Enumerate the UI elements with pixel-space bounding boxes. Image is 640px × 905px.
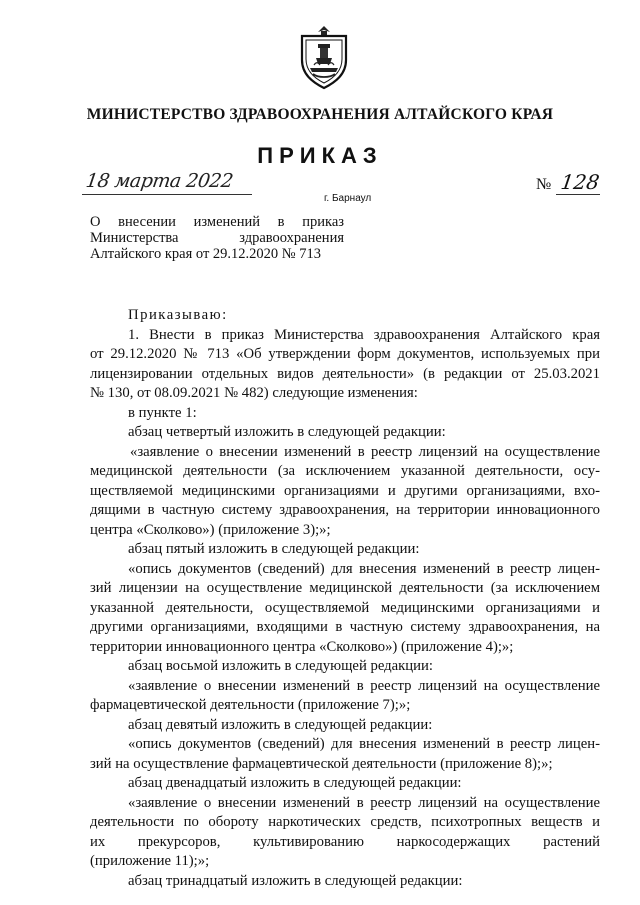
body-line: абзац девятый изложить в следующей редакции:: [128, 716, 433, 733]
body-line: деятельности по обороту наркотических средств, психотропных веществ и: [90, 814, 600, 830]
body-line: «опись документов (сведений) для внесения изменений в реестр лицен-: [128, 736, 600, 752]
body-line: лицензировании отдельных видов деятельности» (в редакции от 25.03.2021: [90, 365, 600, 382]
order-subject: [90, 214, 344, 262]
body-line: «заявление о внесении изменений в реестр лицензий на осуществление: [128, 677, 600, 694]
body-line: дящими в частную систему здравоохранения, на территории инновационного: [90, 502, 600, 518]
body-line: ществляемой медицинскими организациями и другими организациями, вхо-: [90, 482, 600, 499]
handwritten-number: 128: [559, 170, 601, 194]
body-line: центра «Сколково») (приложение 3);»;: [90, 521, 331, 538]
body-line: 1. Внести в приказ Министерства здравоохранения Алтайского края: [128, 326, 600, 343]
body-line: указанной деятельности, осуществляемой медицинскими организациями и: [90, 599, 600, 616]
body-line: территории инновационного центра «Сколково») (приложение 4);»;: [90, 638, 514, 655]
body-line: медицинской деятельности (за исключением указанной деятельности, осу-: [90, 463, 600, 479]
coat-of-arms-emblem: [296, 24, 352, 90]
body-line: (приложение 11);»;: [90, 853, 210, 869]
body-line: от 29.12.2020 № 713 «Об утверждении форм документов, используемых при: [90, 346, 600, 362]
body-line: абзац четвертый изложить в следующей редакции:: [128, 424, 446, 440]
body-line: Приказываю:: [128, 307, 228, 323]
handwritten-date: 18 марта 2022: [84, 170, 235, 192]
subject-line: Министерства здравоохранения: [90, 230, 344, 246]
body-line: абзац двенадцатый изложить в следующей редакции:: [128, 775, 462, 791]
city-label: г. Барнаул: [324, 193, 372, 204]
body-line: абзац пятый изложить в следующей редакции:: [128, 541, 420, 557]
subject-line: О внесении изменений в приказ: [90, 214, 344, 230]
body-line: в пункте 1:: [128, 404, 197, 421]
date-underline: [82, 194, 252, 195]
body-line: зий на осуществление фармацевтической деятельности (приложение 8);»;: [90, 755, 553, 772]
body-line: абзац восьмой изложить в следующей редакции:: [128, 658, 433, 674]
order-body: [90, 306, 600, 891]
body-line: абзац тринадцатый изложить в следующей редакции:: [128, 872, 463, 889]
number-underline: [556, 194, 600, 195]
body-line: «заявление о внесении изменений в реестр лицензий на осуществление: [130, 443, 600, 460]
body-line: другими организациями, входящими в частную систему здравоохранения, на: [90, 619, 600, 635]
body-line: «заявление о внесении изменений в реестр лицензий на осуществление: [128, 794, 600, 811]
body-line: их прекурсоров, культивированию наркосодержащих растений: [90, 833, 600, 850]
subject-line: Алтайского края от 29.12.2020 № 713: [90, 246, 322, 262]
ministry-title: МИНИСТЕРСТВО ЗДРАВООХРАНЕНИЯ АЛТАЙСКОГО КРАЯ: [86, 106, 554, 123]
number-label: №: [536, 176, 552, 193]
document-type-title: ПРИКАЗ: [257, 143, 383, 168]
body-line: зий лицензии на осуществление медицинской деятельности (за исключением: [90, 580, 600, 596]
body-line: № 130, от 08.09.2021 № 482) следующие изменения:: [90, 385, 418, 401]
body-line: «опись документов (сведений) для внесения изменений в реестр лицен-: [128, 560, 600, 577]
body-line: фармацевтической деятельности (приложение 7);»;: [90, 697, 411, 713]
